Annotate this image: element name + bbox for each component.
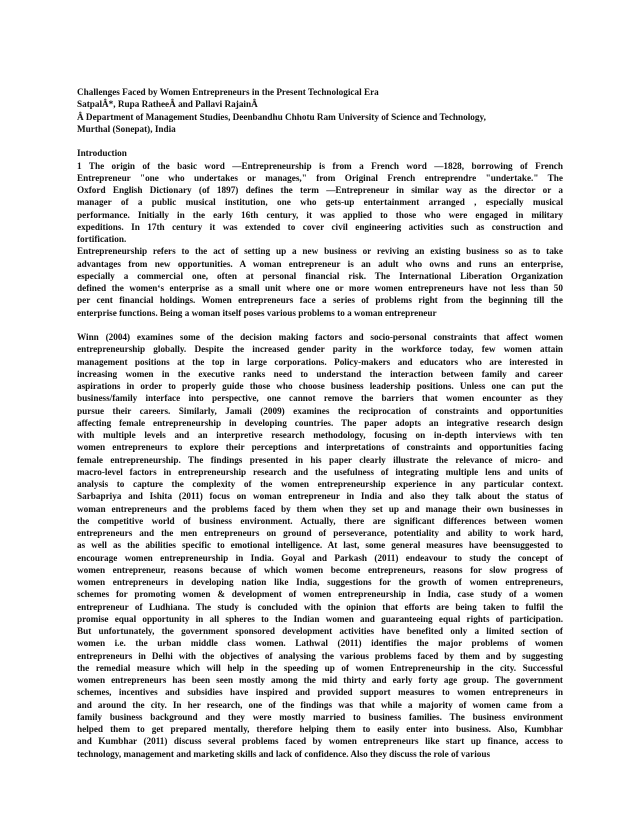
text-line: women entrepreneur, reasons because of which women become entrepreneurs, reasons for slow progress of <box>77 564 563 575</box>
text-line: Winn (2004) examines some of the decision making factors and socio-personal constraints that affect women <box>77 332 563 342</box>
text-line: analysis to capture the complexity of the women entrepreneurship experience in any particular context. <box>77 479 563 489</box>
text-line: management positions at the top in large corporations. Policy-makers and educators who are interested in <box>77 356 563 367</box>
text-line: macro-level factors in entrepreneurship research and the usefulness of integrating multiple lens and units of <box>77 466 563 477</box>
text-line: promise equal opportunity in all spheres to the Indian women and guaranteeing equal rights of participation. <box>77 613 563 624</box>
text-line: women i.e. the urban middle class women. Lathwal (2011) identifies the major problems of women <box>77 638 563 649</box>
text-line: aspirations in order to properly guide those who choose business leadership positions. Unless one can put the <box>77 381 563 391</box>
text-line: schemes for promoting women & development of women entrepreneurship in India, case study of a women <box>77 589 563 600</box>
text-line: entrepreneur of Ludhiana. The study is concluded with the opinion that efforts are being taken to fulfil the <box>77 601 563 612</box>
paper-title: Challenges Faced by Women Entrepreneurs in the Present Technological Era <box>77 87 379 97</box>
text-line: performance. Initially in the early 16th century, it was applied to those who were engaged in military <box>77 209 563 220</box>
paper-affiliation-line: Â Department of Management Studies, Deenbandhu Chhotu Ram University of Science and Technology, <box>77 111 486 122</box>
paper-authors: SatpalÂ*, Rupa RatheeÂ and Pallavi RajainÂ <box>77 99 258 110</box>
text-line: women entrepreneurs has been seen mostly among the mid thirty and early forty age group. The government <box>77 675 563 685</box>
text-line: schemes, incentives and subsidies have inspired and provided support measures to women entrepreneurs in <box>77 687 563 698</box>
text-line: enterprise functions. Being a woman itself poses various problems to a woman entrepreneur <box>77 307 437 318</box>
text-line: business/family interface into perspective, one cannot remove the barriers that women encounter as they <box>77 393 563 404</box>
paragraph-definition <box>77 245 563 319</box>
text-line: defined the women‘s enterprise as a small unit where one or more women entrepreneurs have not less than 50 <box>77 283 563 293</box>
text-line: increasing women in the executive ranks need to understand the interaction between family and career <box>77 368 563 379</box>
text-line: with multiple levels and an interpretive research methodology, focusing on in-depth interviews with ten <box>77 430 563 440</box>
text-line: as well as the abilities specific to emotional intelligence. At last, some general measures have beensuggested to <box>77 540 563 551</box>
paragraph-origin <box>77 160 563 246</box>
text-line: the competitive world of business environment. Actually, there are significant differences between women <box>77 515 563 526</box>
text-line: the remedial measure which will help in the speeding up of women Entrepreneurship in the city. Successful <box>77 662 563 673</box>
text-line: family business background and they were mostly married to business families. The business environment <box>77 711 563 722</box>
text-line: Entrepreneur "one who undertakes or manages," from Original French entreprendre "undertake." The <box>77 172 563 183</box>
text-line: encourage women entrepreneurship in India. Goyal and Parkash (2011) endeavour to study the concept of <box>77 552 563 563</box>
text-line: manager of a public musical institution, one who gets-up entertainment arranged , especially musical <box>77 197 563 208</box>
text-line: technology, management and marketing skills and lack of confidence. Also they discuss the role of various <box>77 748 491 759</box>
text-line: helped them to get prepared mentally, therefore helping them to easily enter into business. Also, Kumbhar <box>77 724 563 734</box>
section-heading: Introduction <box>77 148 127 159</box>
paper-affiliation-line: Murthal (Sonepat), India <box>77 123 176 134</box>
text-line: fortification. <box>77 234 127 244</box>
text-line: Sarbapriya and Ishita (2011) focus on woman entrepreneur in India and also they talk about the status of <box>77 491 563 502</box>
text-line: women entrepreneurs to explore their perceptions and interpretations of constraints and opportunities facing <box>77 442 563 453</box>
text-line: and Kumbhar (2011) discuss several problems faced by women entrepreneurs like start up finance, access to <box>77 736 563 747</box>
text-line: women entrepreneurs in developing nation like India, suggestions for the growth of women entrepreneurs, <box>77 577 563 587</box>
text-line: and around the city. In her research, one of the findings was that while a majority of women came from a <box>77 699 563 710</box>
text-line: female entrepreneurship. The findings presented in his paper clearly illustrate the relevance of micro- and <box>77 454 563 465</box>
text-line: especially a commercial one, often at personal financial risk. The International Liberation Organization <box>77 270 563 281</box>
text-line: entrepreneurs in Delhi with the objectives of analysing the various problems faced by them and by suggesting <box>77 650 563 661</box>
text-line: affecting female entrepreneurship in developing countries. The paper adopts an integrative research design <box>77 417 563 428</box>
text-line: pursue their careers. Similarly, Jamali (2009) examines the reciprocation of constraints and opportunities <box>77 405 563 416</box>
text-line: 1 The origin of the basic word —Entrepreneurship is from a French word —1828, borrowing of French <box>77 160 563 171</box>
text-line: woman entrepreneurs and the problems faced by them when they set up and manage their own businesses in <box>77 503 563 514</box>
introduction-section <box>77 147 563 159</box>
text-line: per cent financial holdings. Women entrepreneurs face a series of problems right from the beginning till the <box>77 295 563 306</box>
paragraph-literature-review <box>77 331 563 760</box>
text-line: entrepreneurship globally. Despite the increased gender parity in the workforce today, few women attain <box>77 344 563 355</box>
text-line: entrepreneurs and the men entrepreneurs on ground of perseverance, potentiality and ability to work hard, <box>77 528 563 538</box>
text-line: But unfortunately, the government sponsored development activities have benefited only a limited section of <box>77 626 563 636</box>
text-line: advantages from new opportunities. A woman entrepreneur is an adult who owns and runs an enterprise, <box>77 258 563 269</box>
paper-header <box>77 86 563 135</box>
text-line: expeditions. In 17th century it was extended to cover civil engineering activities such as construction and <box>77 221 563 232</box>
text-line: Oxford English Dictionary (of 1897) defines the term —Entrepreneur in similar way as the director or a <box>77 185 563 195</box>
text-line: Entrepreneurship refers to the act of setting up a new business or reviving an existing business so as to take <box>77 246 563 257</box>
document-body <box>77 86 563 760</box>
